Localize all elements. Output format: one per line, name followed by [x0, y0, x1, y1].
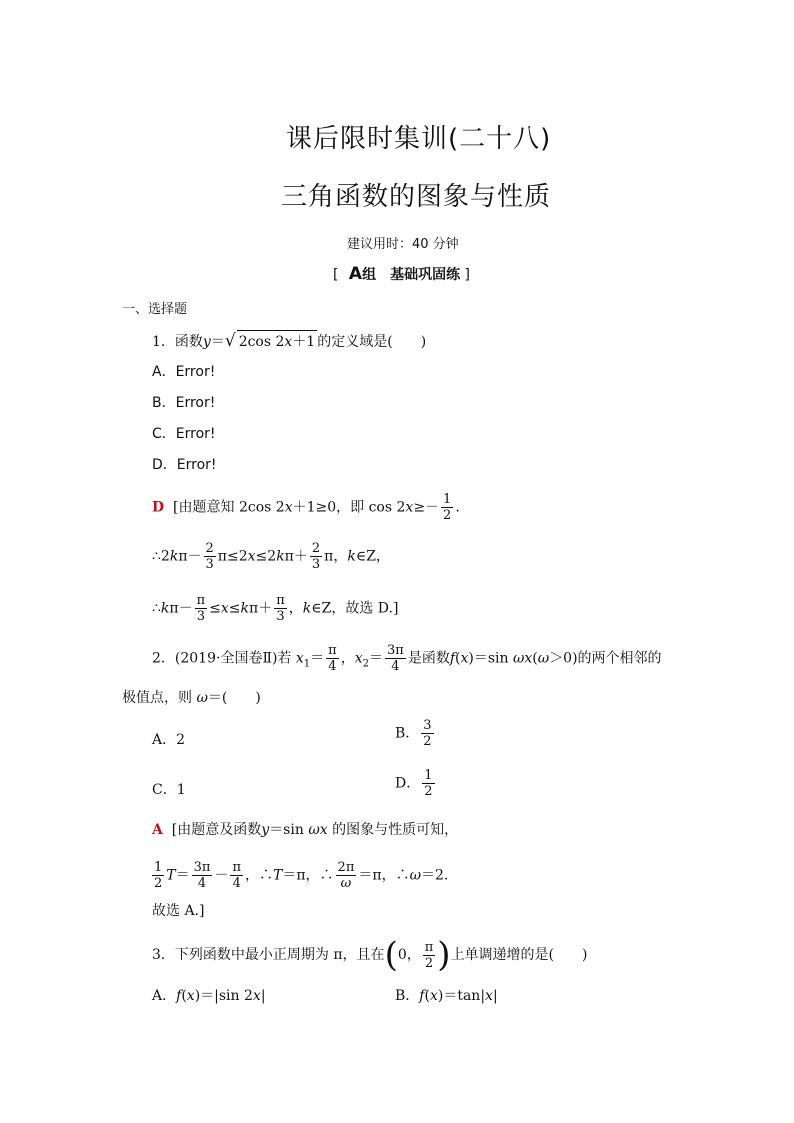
- left-paren-icon: (: [384, 935, 398, 975]
- fraction: $\frac{2\pi}{\omega}$: [337, 860, 355, 891]
- group-heading: [333, 264, 470, 284]
- q1-option-c: C．Error!: [152, 426, 216, 442]
- q2-solution-line2: $\frac{1}{2}$ T＝ $\frac{3\pi}{4}$ － $\frac{\pi}{4}$ ，∴T＝π，∴ $\frac{2\pi}{\omega}$ ＝π，∴ω＝2.: [154, 860, 449, 891]
- fraction: $\frac{3\pi}{4}$: [193, 860, 211, 891]
- fraction: $\frac{\pi}{3}$: [276, 593, 285, 624]
- group-letter: A: [348, 264, 363, 284]
- group-label: 组 基础巩固练: [362, 267, 461, 283]
- q1-var-y: y: [202, 334, 211, 350]
- q1-solution-line2: ∴2kπ－ $\frac{2}{3}$ π≤2x≤2kπ＋ $\frac{2}{3}$ π，k∈Z，: [152, 541, 390, 572]
- fraction: $\frac{3}{2}$: [423, 718, 432, 749]
- q1-stem-suffix: 的定义域是( ): [317, 334, 427, 350]
- fraction: $\frac{1}{2}$: [443, 492, 452, 523]
- q2-stem-line1: 2．(2019·全国卷Ⅱ)若 $x_1=$ $\frac{\pi}{4}$ ，$x_2=$ $\frac{3\pi}{4}$ 是函数f(x)＝sin ωx(ω＞0)的两个相邻的: [152, 643, 662, 674]
- q1-option-d: D．Error!: [152, 457, 217, 473]
- fraction: $\frac{1}{2}$: [154, 860, 163, 891]
- fraction: $\frac{\pi}{4}$: [232, 860, 241, 891]
- sqrt-icon: √: [224, 331, 236, 351]
- q3-option-b: B．f(x)＝tan|x|: [395, 988, 498, 1004]
- q1-answer-letter: D: [152, 499, 165, 516]
- q3-option-a: A．f(x)＝|sin 2x|: [152, 988, 266, 1004]
- q2-answer-letter: A: [152, 822, 163, 838]
- q2-solution-line1: A [由题意及函数y＝sin ωx 的图象与性质可知，: [152, 822, 459, 838]
- q1-option-a: A．Error!: [152, 364, 216, 380]
- q1-option-b: B．Error!: [152, 395, 216, 411]
- fraction: $\frac{\pi}{4}$: [328, 643, 337, 674]
- fraction: $\frac{\pi}{2}$: [424, 939, 434, 971]
- q2-option-a: A．2: [152, 732, 186, 748]
- fraction: $\frac{2}{3}$: [311, 541, 321, 572]
- q2-stem-line2: 极值点，则 ω＝( ): [122, 690, 261, 706]
- fraction: $\frac{1}{2}$: [424, 768, 433, 799]
- q1-solution-line3: ∴kπ－ $\frac{\pi}{3}$ ≤x≤kπ＋ $\frac{\pi}{3}$ ，k∈Z，故选 D.]: [152, 593, 399, 624]
- group-bracket-close: ]: [464, 267, 471, 283]
- fraction: $\frac{2}{3}$: [205, 541, 214, 572]
- q1-stem: [152, 330, 426, 353]
- q2-solution-line3: 故选 A.]: [152, 903, 205, 919]
- section-label: 一、选择题: [122, 302, 188, 317]
- q2-option-d: D． $\frac{1}{2}$: [395, 768, 433, 799]
- time-note: 建议用时：40 分钟: [347, 237, 459, 252]
- group-bracket-open: [: [333, 267, 339, 283]
- page-subtitle: 三角函数的图象与性质: [281, 182, 552, 212]
- right-paren-icon: ): [437, 935, 451, 975]
- page-title: 课后限时集训(二十八): [286, 124, 552, 154]
- q1-solution-line1: D [由题意知 2cos 2x＋1≥0，即 cos 2x≥－ $\frac{1}{2}$ .: [152, 492, 460, 523]
- fraction: $\frac{3\pi}{4}$: [387, 643, 404, 674]
- q1-stem-prefix: 1．函数: [152, 334, 203, 350]
- q2-option-c: C．1: [152, 782, 186, 798]
- q2-option-b: B． $\frac{3}{2}$: [395, 718, 432, 749]
- q1-eq: ＝: [210, 334, 225, 350]
- q1-radicand: 2cos 2x＋1: [237, 330, 318, 353]
- fraction: $\frac{\pi}{3}$: [196, 593, 206, 624]
- q3-stem: 3．下列函数中最小正周期为 π，且在(0， $\frac{\pi}{2}$ )上单调递增的是( ): [152, 935, 588, 975]
